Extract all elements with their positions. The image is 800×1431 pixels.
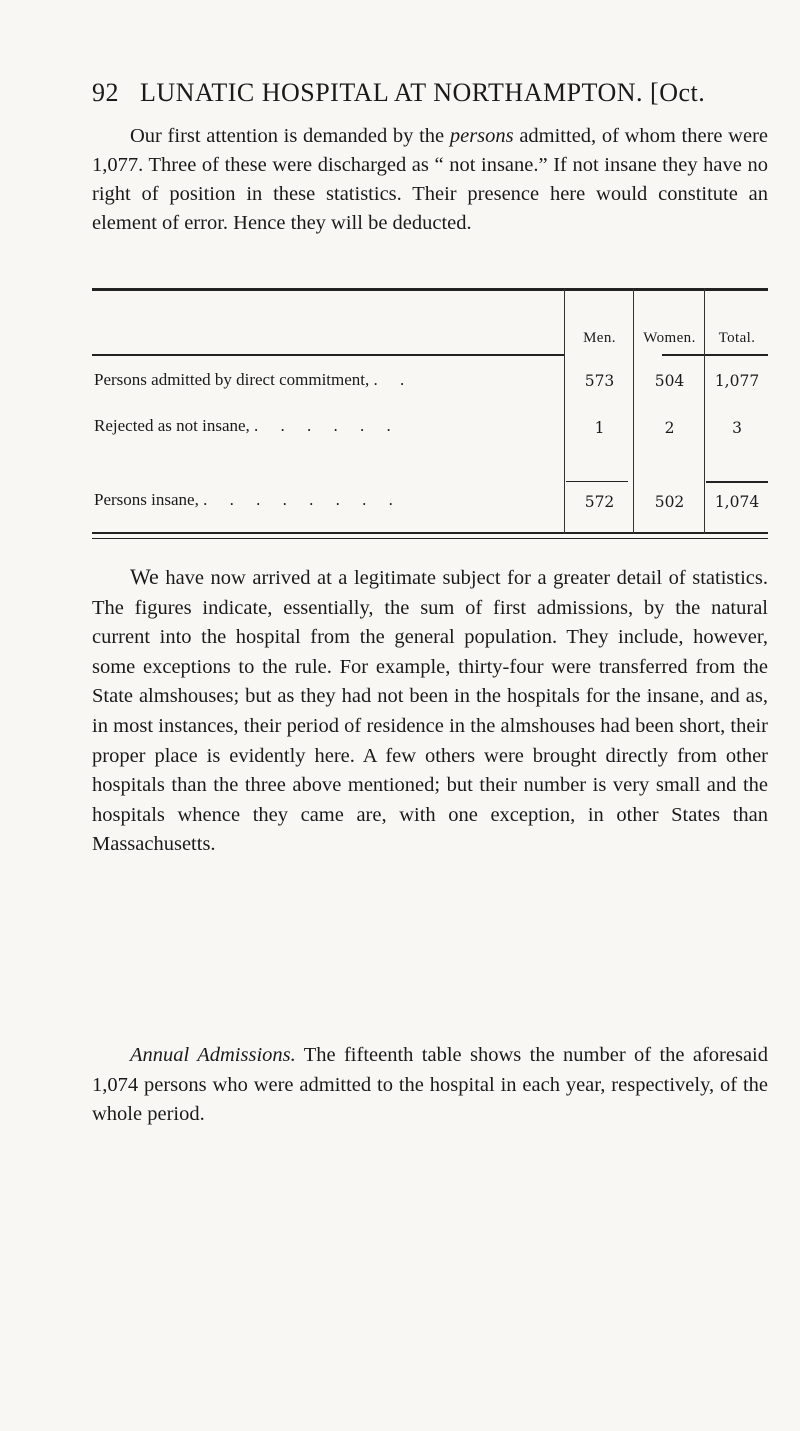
row-1-label: Persons admitted by direct commitment,	[94, 370, 370, 389]
cell-insane-men: 572	[584, 493, 615, 511]
paragraph-3	[92, 1041, 768, 1130]
cell-admitted-total: 1,077	[714, 372, 760, 390]
cell-rejected-men: 1	[594, 419, 605, 437]
row-3-leader: . . . . . . . .	[203, 490, 402, 509]
admissions-table	[92, 288, 768, 542]
table-bottom-rule-2	[92, 538, 768, 539]
paragraph-1-text-a: Our first attention is demanded by the	[130, 125, 450, 147]
header-men: Men.	[583, 330, 616, 346]
row-3-label: Persons insane,	[94, 490, 199, 509]
paragraph-2-text: have now arrived at a legitimate subject for a greater detail of statistics. The figures indicate, essentially, the sum of first admissions, by the natural current into the hospital from the general population. They include, however, some exceptions to the rule. For example, thirty-four were transferred from the State almshouses; but as they had not been in the hospitals for the insane, and as, in most instances, their period of residence in the almshouses had been short, their proper place is evidently here. A few others were brought directly from other hospitals than the three above mentioned; but their number is very small and the hospitals whence they came are, with one exception, in other States than Massachusetts.	[92, 567, 768, 856]
cell-admitted-men: 573	[584, 372, 615, 390]
running-head	[92, 78, 772, 108]
table-bottom-rule	[92, 532, 768, 534]
header-rule-label	[92, 354, 564, 356]
running-date: [Oct.	[650, 78, 706, 107]
row-2-label: Rejected as not insane,	[94, 416, 250, 435]
header-rule-total	[662, 354, 768, 356]
cell-admitted-women: 504	[654, 372, 685, 390]
row-label-insane	[94, 490, 402, 510]
row-1-leader: . .	[373, 370, 414, 389]
sum-rule-men	[566, 481, 628, 482]
paragraph-1	[92, 122, 768, 238]
row-label-admitted	[94, 370, 413, 390]
running-title: LUNATIC HOSPITAL AT NORTHAMPTON.	[140, 78, 644, 107]
cell-rejected-women: 2	[664, 419, 675, 437]
paragraph-3-text: The fifteenth table shows the number of the aforesaid 1,074 persons who were admitted to the hospital in each year, respectively, of the whole period.	[92, 1044, 769, 1126]
paragraph-1-emphasis: persons	[449, 125, 514, 147]
paragraph-3-heading: Annual Admissions.	[130, 1044, 296, 1066]
row-2-leader: . . . . . .	[254, 416, 400, 435]
table-top-rule	[92, 288, 768, 291]
page-number: 92	[92, 78, 119, 107]
row-label-rejected	[94, 416, 400, 436]
paragraph-2	[92, 562, 768, 860]
cell-insane-women: 502	[654, 493, 685, 511]
cell-insane-total: 1,074	[714, 493, 760, 511]
paragraph-2-lead: We	[130, 564, 159, 589]
paragraph-1-text-b: admitted, of whom there were 1,077. Three of these were discharged as “ not insane.” If not insane they have no right of position in these statistics. Their presence here would constitute an element of error. Hence they will be deducted.	[92, 125, 769, 234]
header-women: Women.	[643, 330, 696, 346]
cell-rejected-total: 3	[732, 419, 742, 437]
sum-rule-total	[706, 481, 768, 483]
header-total: Total.	[718, 330, 756, 346]
